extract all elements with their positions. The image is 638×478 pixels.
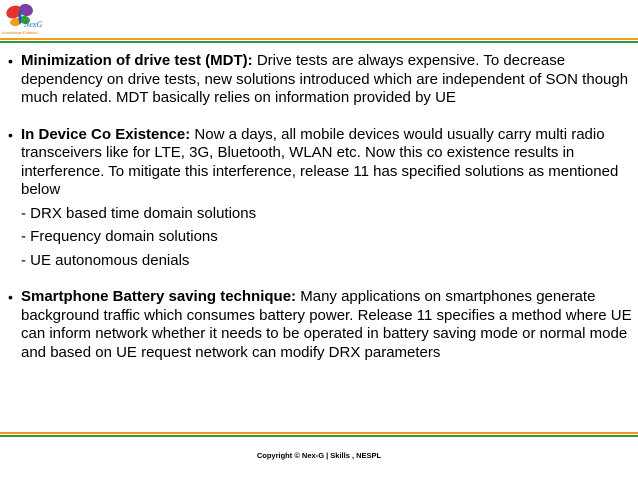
footer-copyright: Copyright © Nex-G | Skills , NESPL	[256, 451, 382, 460]
bullet-icon: •	[8, 53, 13, 69]
logo-tagline: Knowledge Enabled	[2, 30, 38, 35]
sub-item: - DRX based time domain solutions	[21, 204, 257, 222]
bullet-mdt	[8, 52, 633, 108]
bullet-battery	[8, 288, 633, 362]
logo-wordmark: NexG	[24, 20, 43, 29]
bullet-icon: •	[8, 126, 13, 143]
bullet-heading: Minimization of drive test (MDT):	[21, 52, 253, 69]
sub-item: - UE autonomous denials	[21, 251, 190, 269]
bullet-heading: In Device Co Existence:	[21, 125, 191, 143]
bullet-heading: Smartphone Battery saving technique:	[21, 288, 297, 305]
sub-item: - Frequency domain solutions	[21, 228, 218, 245]
bullet-idc	[8, 126, 633, 271]
bullet-body: Many applications on smartphones generate background traffic which consumes battery power. Release 11 specifies a method where UE can inform network whether it needs to be operated in battery saving mode or normal mode and based on UE request network can modify DRX parameters	[21, 288, 632, 361]
bullet-icon: •	[8, 289, 13, 305]
bottom-divider	[0, 432, 638, 437]
bullet-body: Now a days, all mobile devices would usually carry multi radio transceivers like for LTE, 3G, Bluetooth, WLAN etc. Now this co existence results in interference. To mitigate this interference, release 11 has specified solutions as mentioned below	[21, 125, 619, 198]
top-divider	[0, 38, 638, 43]
bullet-body: Drive tests are always expensive. To decrease dependency on drive tests, new solutions introduced which are independent of SON though much related. MDT basically relies on information provided by UE	[21, 52, 629, 106]
slide-content	[8, 52, 633, 380]
